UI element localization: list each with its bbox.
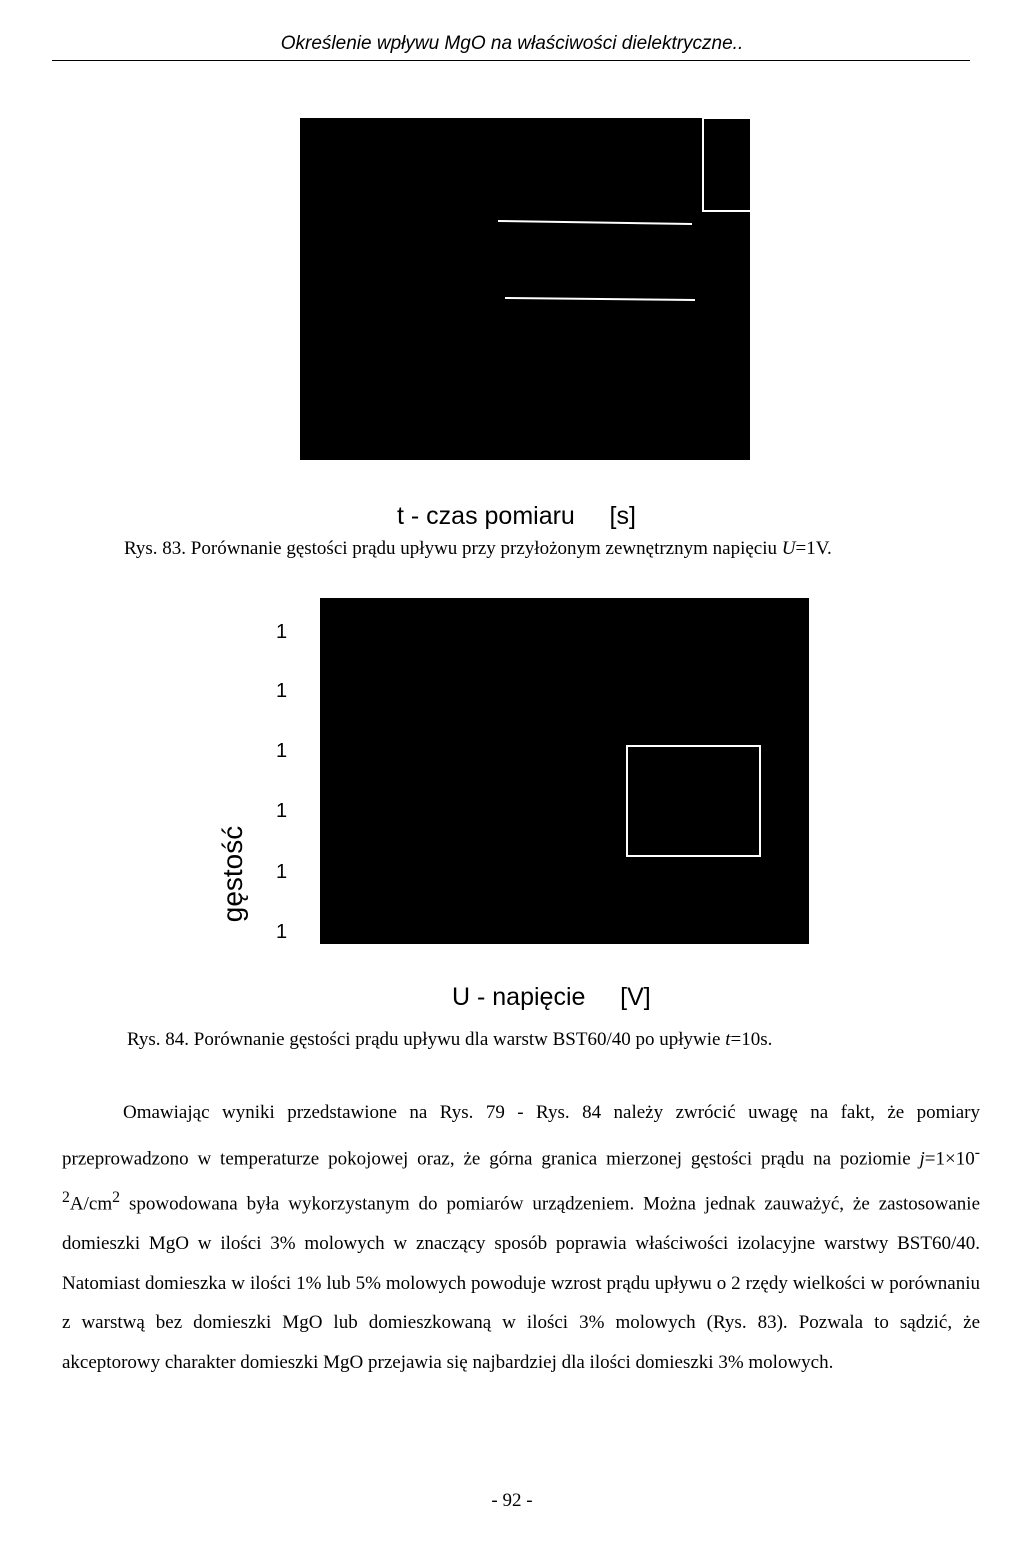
figure-84-y-tick-label: 1 bbox=[276, 800, 288, 822]
exponent-2: 2 bbox=[112, 1189, 121, 1207]
figure-83-white-trace-1 bbox=[498, 221, 692, 224]
paragraph-text-part-2: spowodowana była wykorzystanym do pomiarów urządzeniem. Można jednak zauważyć, że zastosowanie domieszki MgO w ilości 3% molowych w znaczący sposób poprawia właściwości izolacyjne warstwy BST60/40. Natomiast domieszka w ilości 1% lub 5% molowych powoduje wzrost prądu upływu o 2 rzędy wielkości w porównaniu z warstwą bez domieszki MgO lub domieszkowaną w ilości 3% molowych (Rys. 83). Pozwala to sądzić, że akceptorowy charakter domieszki MgO przejawia się najbardziej dla ilości domieszki 3% molowych. bbox=[62, 1193, 980, 1373]
current-density-variable: j bbox=[919, 1147, 925, 1169]
unit-text: A/cm bbox=[69, 1193, 113, 1215]
body-text bbox=[62, 1093, 980, 1382]
figure-84-legend-box bbox=[627, 746, 760, 856]
figure-84-y-axis-title: gęstość bbox=[217, 825, 248, 923]
figure-83-caption bbox=[124, 538, 832, 560]
figure-83-caption-variable: U bbox=[781, 538, 796, 559]
figure-84-caption-suffix: =10s. bbox=[730, 1029, 773, 1050]
figure-84-y-tick-label: 1 bbox=[276, 680, 288, 702]
figure-84-caption bbox=[127, 1029, 772, 1051]
header-rule bbox=[52, 60, 970, 61]
figure-84-y-tick-label: 1 bbox=[276, 621, 288, 643]
figure-83-plot-area bbox=[300, 118, 750, 460]
figure-84-plot-area bbox=[320, 598, 809, 944]
figure-83-white-trace-2 bbox=[505, 298, 695, 300]
figure-84-caption-prefix: Rys. 84. Porównanie gęstości prądu upływu dla warstw BST60/40 po upływie bbox=[127, 1029, 726, 1050]
page-number: - 92 - bbox=[491, 1490, 533, 1511]
running-header: Określenie wpływu MgO na właściwości dielektryczne.. bbox=[280, 33, 744, 54]
figure-83-x-axis-title: t - czas pomiaru [s] bbox=[397, 502, 636, 530]
figure-84-x-axis-title: U - napięcie [V] bbox=[452, 983, 651, 1011]
figure-84-y-tick-label: 1 bbox=[276, 921, 288, 943]
figure-84-caption-variable: t bbox=[725, 1029, 731, 1050]
figure-84-y-tick-label: 1 bbox=[276, 861, 288, 883]
paragraph-text-part-1: Omawiając wyniki przedstawione na Rys. 79 - Rys. 84 należy zwrócić uwagę na fakt, że pomiary przeprowadzono w temperaturze pokojowej oraz, że górna granica mierzonej gęstości prądu na poziomie bbox=[62, 1102, 980, 1169]
figure-83-caption-suffix: =1V. bbox=[795, 538, 832, 559]
body-paragraph bbox=[62, 1093, 980, 1382]
figure-83-caption-prefix: Rys. 83. Porównanie gęstości prądu upływu przy przyłożonym zewnętrznym napięciu bbox=[124, 538, 782, 559]
exponent-1: -2 bbox=[62, 1143, 980, 1207]
current-density-equation: =1×10 bbox=[924, 1147, 975, 1169]
figure-83-legend-box bbox=[703, 118, 750, 211]
figure-84-y-tick-label: 1 bbox=[276, 740, 288, 762]
